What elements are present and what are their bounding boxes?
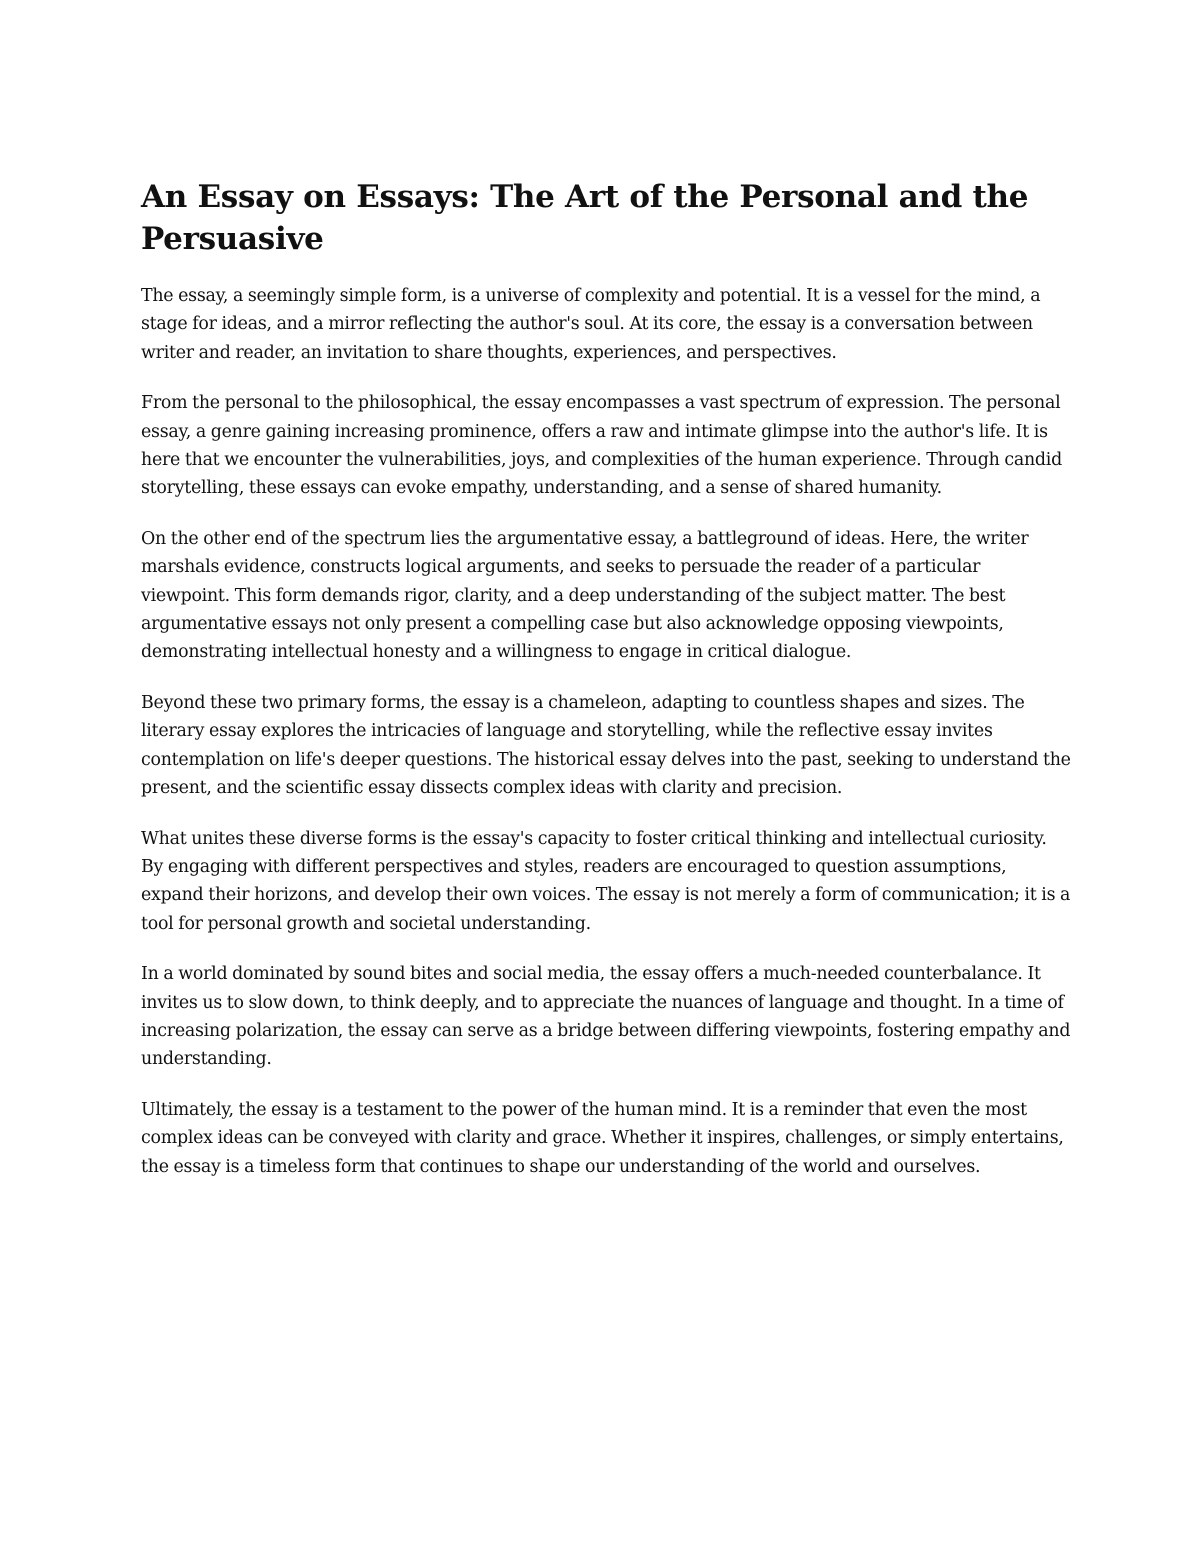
- document-body: [141, 176, 1071, 1204]
- paragraph-7: Ultimately, the essay is a testament to the power of the human mind. It is a reminder that even the most complex ideas can be conveyed with clarity and grace. Whether it inspires, challenges, or simply entertains, the essay is a timeless form that continues to shape our understanding of the world and ourselves.: [141, 1100, 1064, 1177]
- document-title: An Essay on Essays: The Art of the Personal and the Persuasive: [141, 179, 1029, 257]
- paragraph-5: What unites these diverse forms is the essay's capacity to foster critical thinking and intellectual curiosity. By engaging with different perspectives and styles, readers are encouraged to question assumptions, expand their horizons, and develop their own voices. The essay is not merely a form of communication; it is a tool for personal growth and societal understanding.: [141, 828, 1071, 934]
- paragraph-6: In a world dominated by sound bites and social media, the essay offers a much-needed counterbalance. It invites us to slow down, to think deeply, and to appreciate the nuances of language and thought. In a time of increasing polarization, the essay can serve as a bridge between differing viewpoints, fostering empathy and understanding.: [141, 964, 1071, 1070]
- paragraph-2: From the personal to the philosophical, the essay encompasses a vast spectrum of expression. The personal essay, a genre gaining increasing prominence, offers a raw and intimate glimpse into the author's life. It is here that we encounter the vulnerabilities, joys, and complexities of the human experience. Through candid storytelling, these essays can evoke empathy, understanding, and a sense of shared humanity.: [141, 393, 1062, 499]
- paragraph-4: Beyond these two primary forms, the essay is a chameleon, adapting to countless shapes and sizes. The literary essay explores the intricacies of language and storytelling, while the reflective essay invites contemplation on life's deeper questions. The historical essay delves into the past, seeking to understand the present, and the scientific essay dissects complex ideas with clarity and precision.: [141, 693, 1071, 798]
- paragraph-1: The essay, a seemingly simple form, is a universe of complexity and potential. It is a vessel for the mind, a stage for ideas, and a mirror reflecting the author's soul. At its core, the essay is a conversation between writer and reader, an invitation to share thoughts, experiences, and perspectives.: [141, 286, 1041, 363]
- paragraph-3: On the other end of the spectrum lies the argumentative essay, a battleground of ideas. Here, the writer marshals evidence, constructs logical arguments, and seeks to persuade the reader of a particular viewpoint. This form demands rigor, clarity, and a deep understanding of the subject matter. The best argumentative essays not only present a compelling case but also acknowledge opposing viewpoints, demonstrating intellectual honesty and a willingness to engage in critical dialogue.: [141, 529, 1029, 663]
